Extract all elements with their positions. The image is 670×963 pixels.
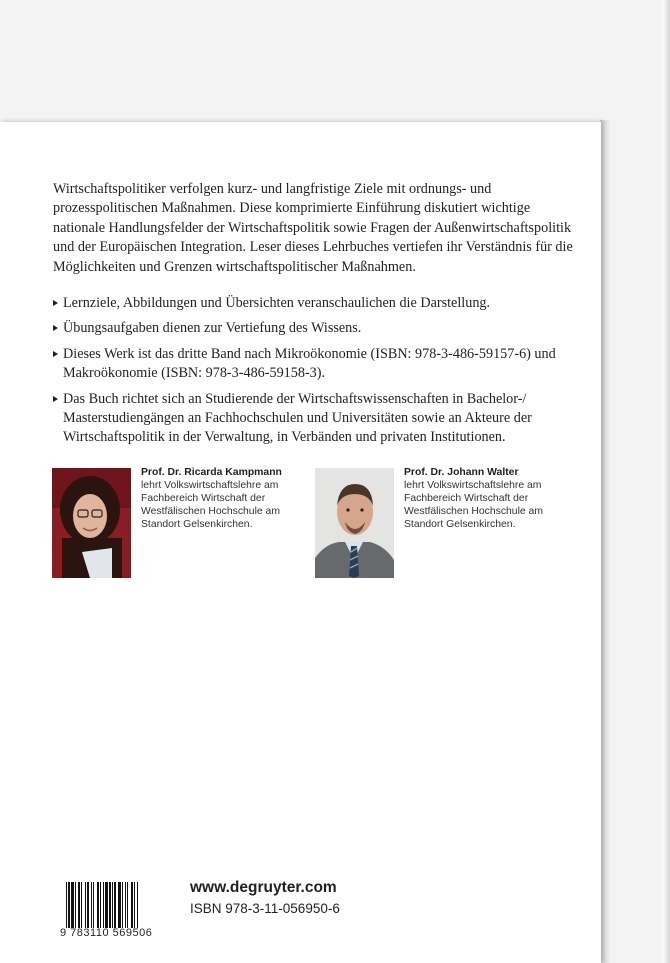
- page-shadow: [600, 120, 610, 963]
- intro-paragraph: Wirtschaftspolitiker verfolgen kurz- und langfristige Ziele mit ordnungs- und prozesspolitischen Maßnahmen. Diese komprimierte Einführung diskutiert wichtige nationale Handlungsfelder der Wirtschaftspolitik sowie Fragen der Außenwirtschaftspolitik und der Europäischen Integration. Leser dieses Lehrbuches vertiefen ihr Verständnis für die Möglichkeiten und Grenzen wirtschaftspolitischer Maßnahmen.: [53, 181, 573, 275]
- author-description: lehrt Volkswirtschaftslehre am Fachbereich Wirtschaft der Westfälischen Hochschule am Standort Gelsenkirchen.: [141, 480, 280, 530]
- author-bio-walter: [404, 466, 574, 531]
- author-bio-kampmann: [141, 466, 311, 531]
- publisher-url: www.degruyter.com: [190, 879, 337, 896]
- next-page-edge: [662, 0, 670, 963]
- list-item: Dieses Werk ist das dritte Band nach Mikroökonomie (ISBN: 978-3-486-59157-6) und Makroökonomie (ISBN: 978-3-486-59158-3).: [53, 345, 583, 384]
- bullet-triangle-icon: [53, 300, 58, 306]
- list-item: Das Buch richtet sich an Studierende der Wirtschaftswissenschaften in Bachelor-/ Masterstudiengängen an Fachhochschulen und Universitäten sowie an Akteure der Wirtschaftspolitik in der Verwaltung, in Verbänden und privaten Institutionen.: [53, 390, 583, 448]
- list-item: Lernziele, Abbildungen und Übersichten veranschaulichen die Darstellung.: [53, 294, 583, 313]
- author-name: Prof. Dr. Ricarda Kampmann: [141, 467, 282, 478]
- isbn-number: ISBN 978-3-11-056950-6: [190, 901, 340, 916]
- author-description: lehrt Volkswirtschaftslehre am Fachbereich Wirtschaft der Westfälischen Hochschule am Standort Gelsenkirchen.: [404, 480, 543, 530]
- author-photo-walter: [315, 468, 394, 578]
- list-item: Übungsaufgaben dienen zur Vertiefung des Wissens.: [53, 319, 583, 338]
- back-cover-page: [0, 122, 601, 963]
- author-photo-kampmann: [52, 468, 131, 578]
- bullet-triangle-icon: [53, 325, 58, 331]
- barcode-digits: 9 783110 569506: [60, 927, 153, 939]
- feature-list: [53, 294, 583, 454]
- bullet-triangle-icon: [53, 351, 58, 357]
- author-name: Prof. Dr. Johann Walter: [404, 467, 519, 478]
- bullet-triangle-icon: [53, 396, 58, 402]
